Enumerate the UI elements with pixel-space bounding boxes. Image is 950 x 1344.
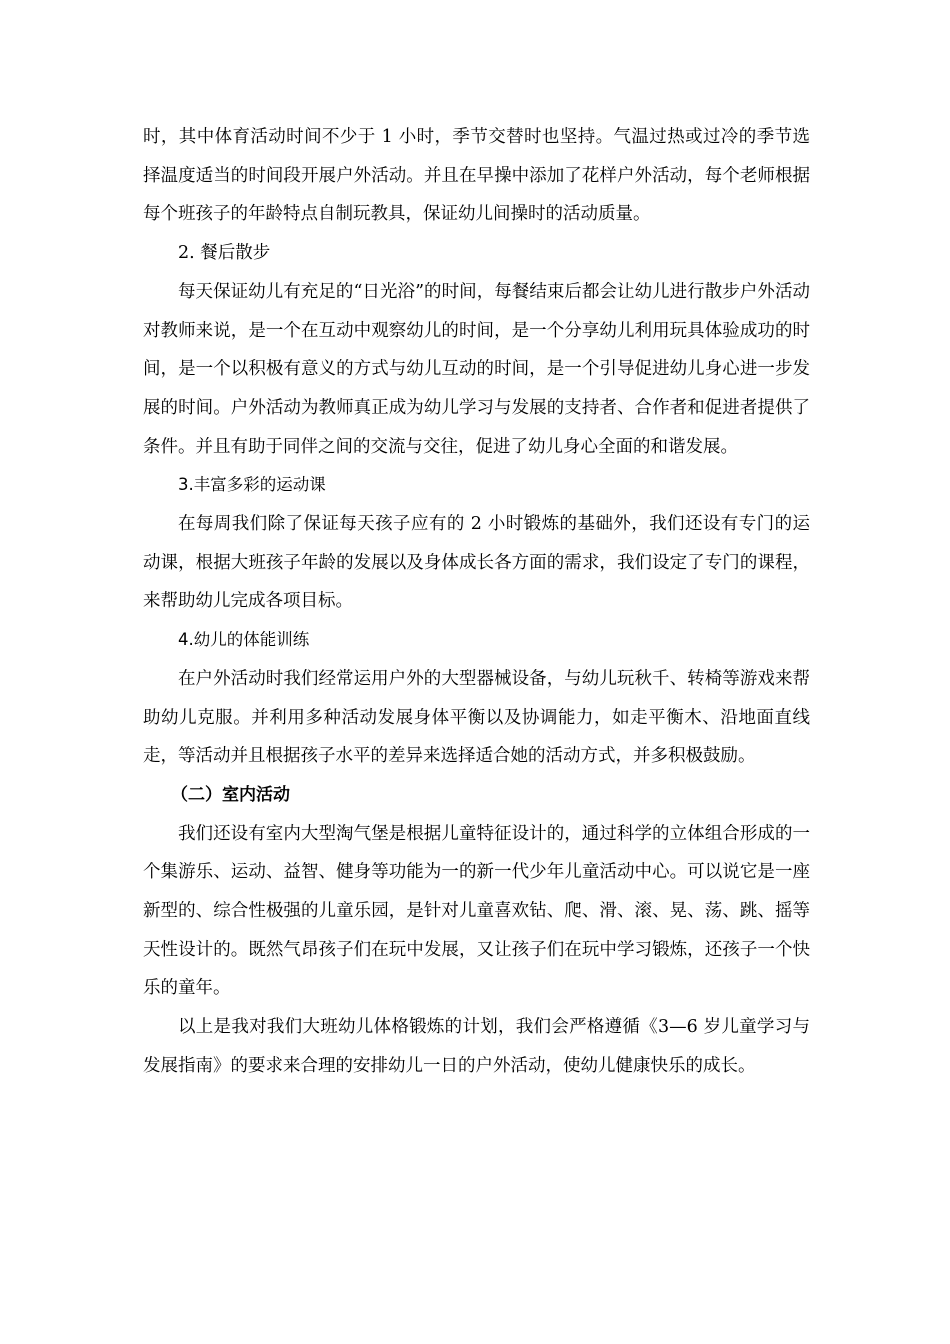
subheading-meal-walk: 2. 餐后散步 xyxy=(178,243,271,264)
paragraph-indoor: 我们还设有室内大型淘气堡是根据儿童特征设计的，通过科学的立体组合形成的一个集游乐、运动、益智、健身等功能为一的新一代少年儿童活动中心。可以说它是一座新型的、综合性极强的儿童乐园，是针对儿童喜欢钻、爬、滑、滚、晃、荡、跳、摇等天性设计的。既然气昂孩子们在玩中发展，又让孩子们在玩中学习锻炼，还孩子一个快乐的童年。 xyxy=(143,823,810,999)
paragraph-continued: 时，其中体育活动时间不少于 1 小时，季节交替时也坚持。气温过热或过冷的季节选择温度适当的时间段开展户外活动。并且在早操中添加了花样户外活动，每个老师根据每个班孩子的年龄特点自制玩教具，保证幼儿间操时的活动质量。 xyxy=(143,127,810,225)
subheading-fitness-training: 4.幼儿的体能训练 xyxy=(178,630,310,650)
document-body xyxy=(143,118,810,1086)
paragraph-sports-class: 在每周我们除了保证每天孩子应有的 2 小时锻炼的基础外，我们还设有专门的运动课，根据大班孩子年龄的发展以及身体成长各方面的需求，我们设定了专门的课程，来帮助幼儿完成各项目标。 xyxy=(143,514,810,612)
paragraph-fitness-training: 在户外活动时我们经常运用户外的大型器械设备，与幼儿玩秋千、转椅等游戏来帮助幼儿克服。并利用多种活动发展身体平衡以及协调能力，如走平衡木、沿地面直线走，等活动并且根据孩子水平的差异来选择适合她的活动方式，并多积极鼓励。 xyxy=(143,668,810,767)
paragraph-meal-walk: 每天保证幼儿有充足的“日光浴”的时间，每餐结束后都会让幼儿进行散步户外活动对教师来说，是一个在互动中观察幼儿的时间，是一个分享幼儿利用玩具体验成功的时间，是一个以积极有意义的方式与幼儿互动的时间，是一个引导促进幼儿身心进一步发展的时间。户外活动为教师真正成为幼儿学习与发展的支持者、合作者和促进者提供了条件。并且有助于同伴之间的交流与交往，促进了幼儿身心全面的和谐发展。 xyxy=(143,281,810,457)
subheading-sports-class: 3.丰富多彩的运动课 xyxy=(178,475,326,495)
section-heading-indoor: （二）室内活动 xyxy=(171,784,290,805)
paragraph-conclusion: 以上是我对我们大班幼儿体格锻炼的计划，我们会严格遵循《3—6 岁儿童学习与发展指南》的要求来合理的安排幼儿一日的户外活动，使幼儿健康快乐的成长。 xyxy=(143,1017,810,1076)
